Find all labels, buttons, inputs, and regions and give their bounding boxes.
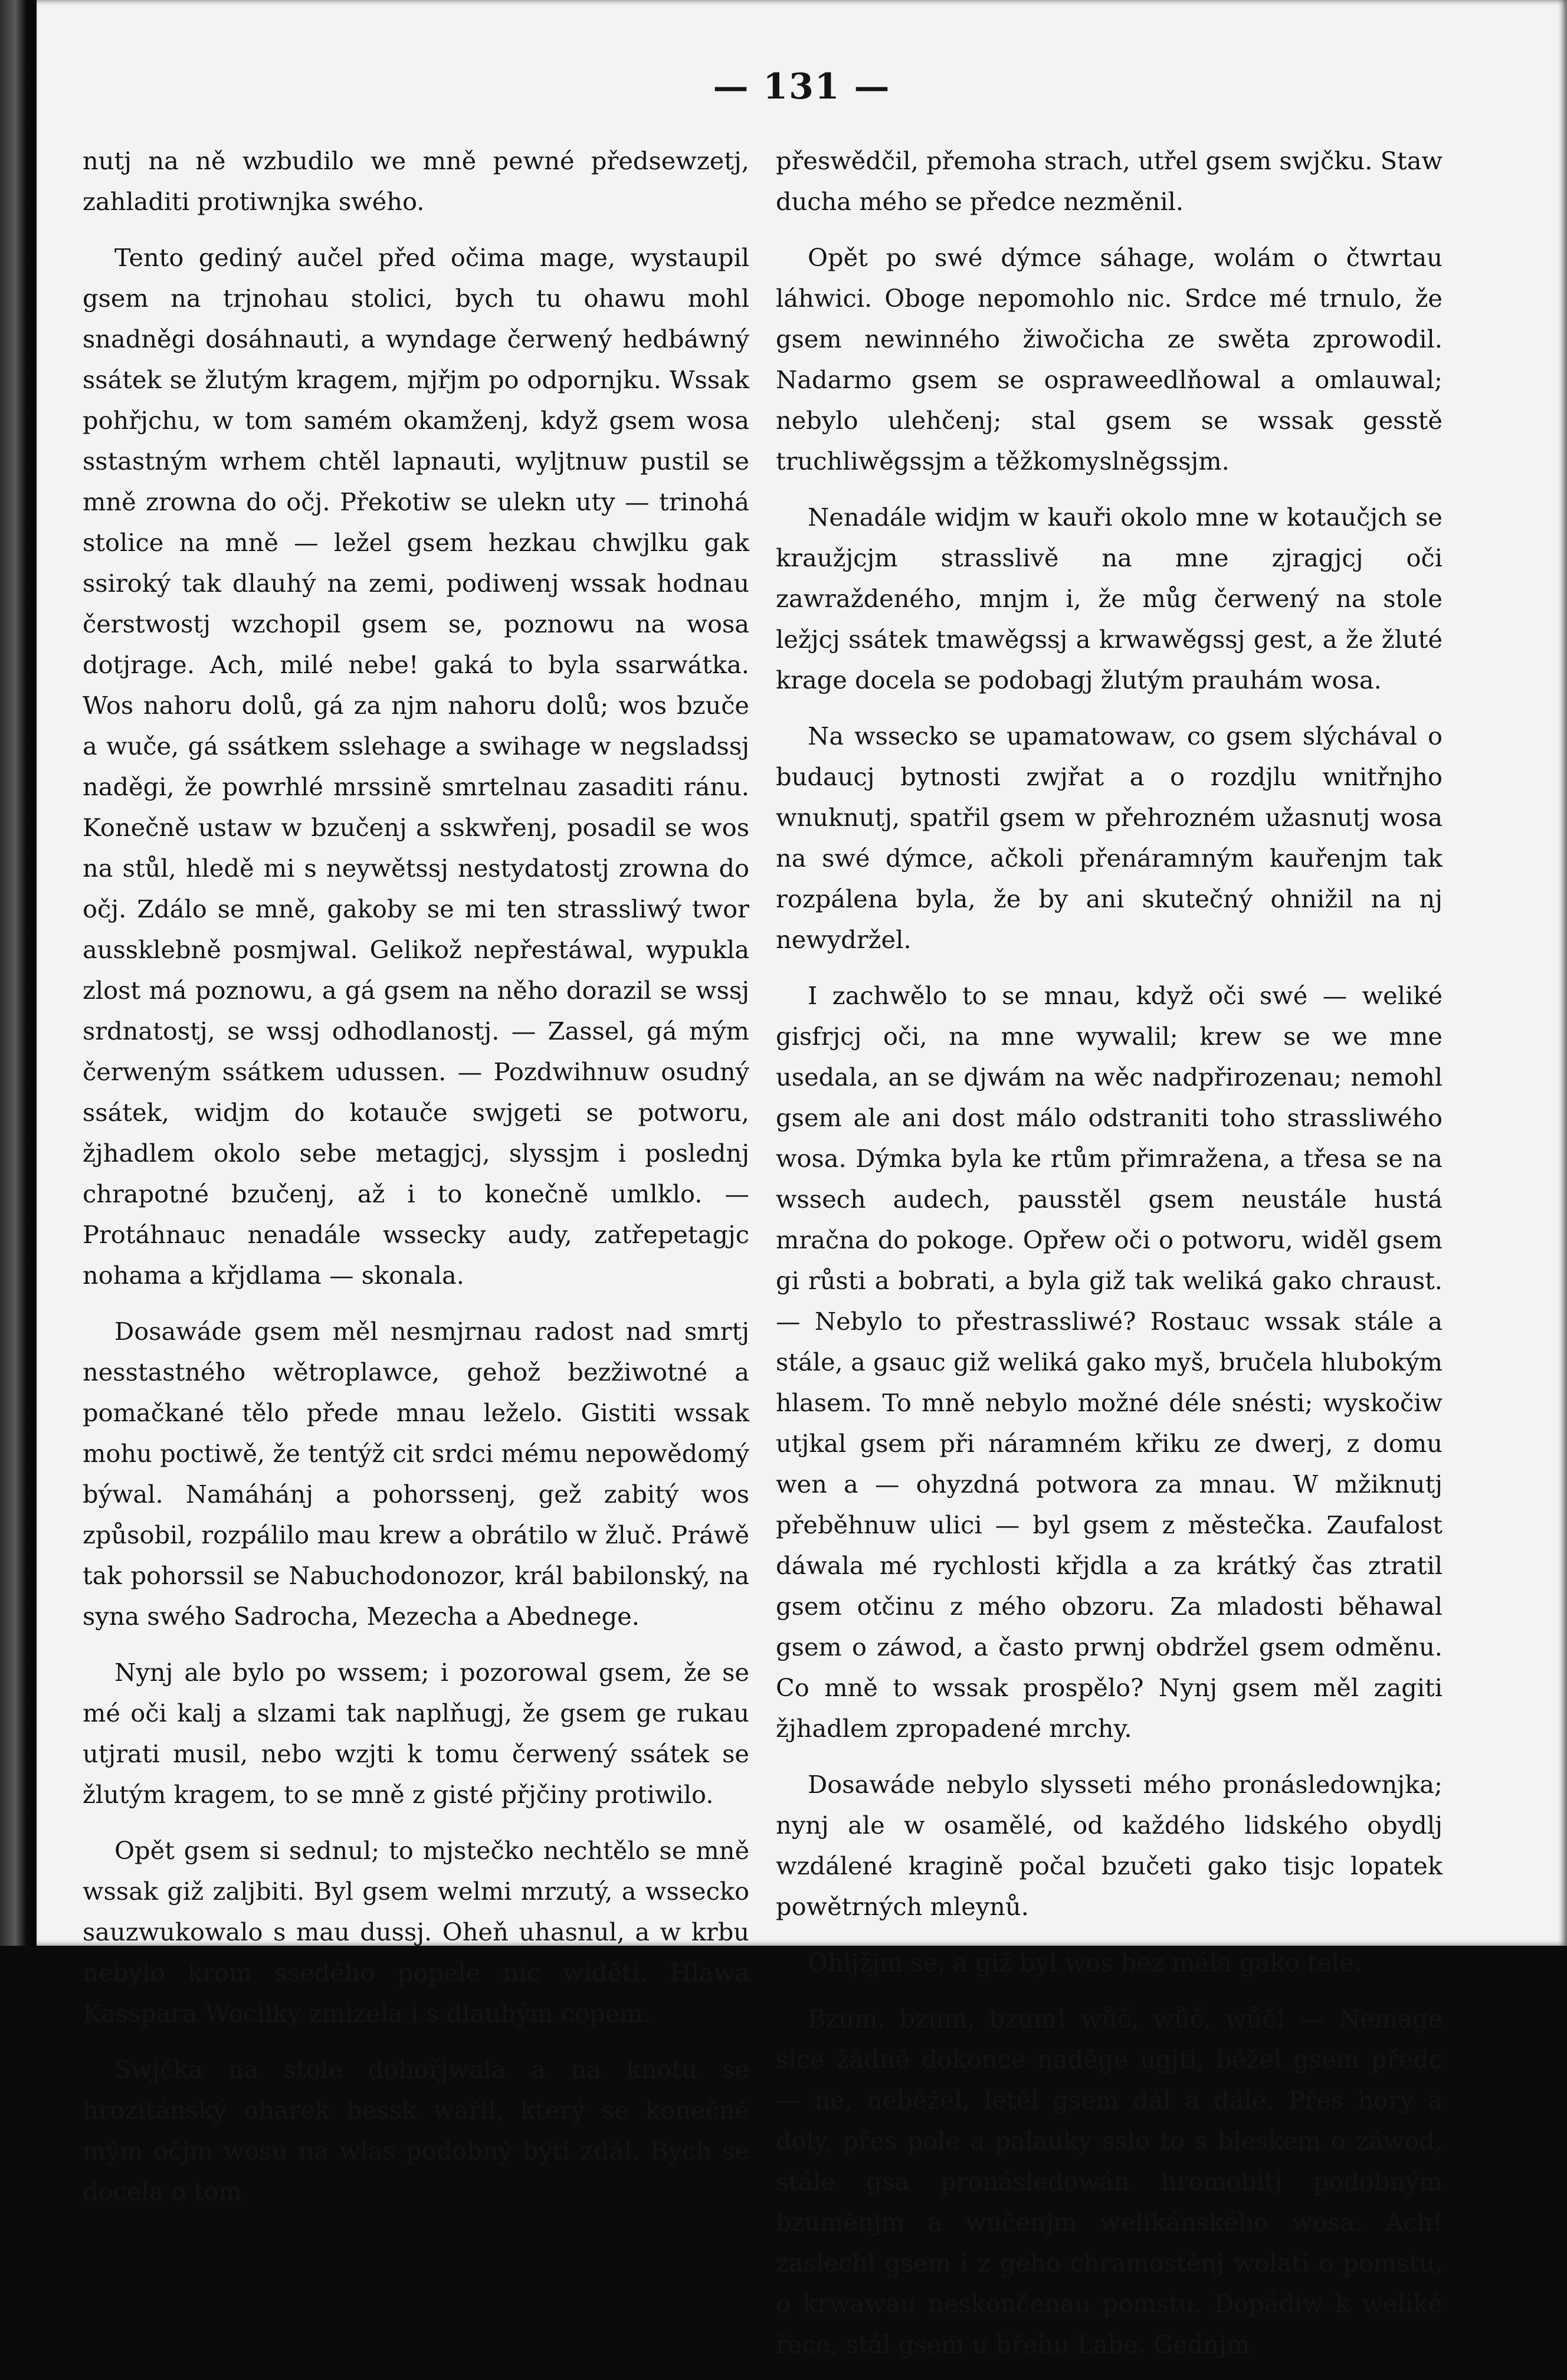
paragraph: I zachwělo to se mnau, když oči swé — weliké gisfrjcj oči, na mne wywalil; krew se we mne usedala, an se djwám na wěc nadpřirozenau; nemohl gsem ale ani dost málo odstraniti toho strassliwého wosa. Dýmka byla ke rtům přimražena, a třesa se na wssech audech, pausstěl gsem neustále hustá mračna do pokoge. Opřew oči o potworu, widěl gsem gi růsti a bobrati, a byla giž tak weliká gako chraust. — Nebylo to přestrassliwé? Rostauc wssak stále a stále, a gsauc giž weliká gako myš, bručela hlubokým hlasem. To mně nebylo možné déle snésti; wyskočiw utjkal gsem při náramném křiku ze dwerj, z domu wen a — ohyzdná potwora za mnau. W mžiknutj přeběhnuw ulici — byl gsem z městečka. Zaufalost dáwala mé rychlosti křjdla a za krátký čas ztratil gsem otčinu z mého obzoru. Za mladosti běhawal gsem o záwod, a často prwnj obdržel gsem odměnu. Co mně to wssak prospělo? Nynj gsem měl zagiti žjhadlem zpropadené mrchy. [776, 981, 1443, 1743]
paragraph: Swjčka na stole dohořjwala a na knotu se hrozitánský oharek bessk wařil, který se konečně mým očjm wosu na wlas podobný býti zdál. Bych se docela o tom [83, 2055, 749, 2206]
paragraph: Tento gediný aučel před očima mage, wystaupil gsem na trjnohau stolici, bych tu ohawu mohl snadněgi dosáhnauti, a wyndage čerwený hedbáwný ssátek se žlutým kragem, mjřjm po odpornjku. Wssak pohřjchu, w tom samém okamženj, když gsem wosa sstastným wrhem chtěl lapnauti, wyljtnuw pustil se mně zrowna do očj. Překotiw se ulekn uty — trinohá stolice na mně — ležel gsem hezkau chwjlku gak ssiroký tak dlauhý na zemi, podiwenj wssak hodnau čerstwostj wzchopil gsem se, poznowu na wosa dotjrage. Ach, milé nebe! gaká to byla ssarwátka. Wos nahoru dolů, gá za njm nahoru dolů; wos bzuče a wuče, gá ssátkem sslehage a swihage w negsladssj naděgi, že powrhlé mrssině smrtelnau zasaditi ránu. Konečně ustaw w bzučenj a sskwřenj, posadil se wos na stůl, hledě mi s neywětssj nestydatostj zrowna do očj. Zdálo se mně, gakoby se mi ten strassliwý twor aussklebně posmjwal. Gelikož nepřestáwal, wypukla zlost má poznowu, a gá gsem na něho dorazil se wssj srdnatostj, se wssj odhodlanostj. — Zassel, gá mým čerweným ssátkem udussen. — Pozdwihnuw osudný ssátek, widjm do kotauče swjgeti se potworu, žjhadlem okolo sebe metagjcj, slyssjm i poslednj chrapotné bzučenj, až i to konečně umlklo. — Protáhnauc nenadále wssecky audy, zatřepetagjc nohama a křjdlama — skonala. [83, 243, 749, 1290]
paragraph: Na wssecko se upamatowaw, co gsem slýchával o budaucj bytnosti zwjřat a o rozdjlu wnitřnjho wnuknutj, spatřil gsem w přehrozném užasnutj wosa na swé dýmce, ačkoli přenáramným kauřenjm tak rozpálena byla, že by ani skutečný ohnižil na nj newydržel. [776, 722, 1443, 954]
paragraph: Opět gsem si sednul; to mjstečko nechtělo se mně wssak giž zaljbiti. Byl gsem welmi mrzutý, a wssecko sauzwukowalo s mau dussj. Oheň uhasnul, a w krbu nebylo krom ssedého popele nic widěti. Hlawa Kassparа Wocilky zmizela i s dlauhým copem. [83, 1836, 749, 2028]
paragraph: Ohljžjm se, a giž byl wos bez mála gako tele. [808, 1948, 1362, 1977]
paragraph: Nenadále widjm w kauři okolo mne w kotaučjch se kraužjcjm strasslivě na mne zjragjcj oči zawraždeného, mnjm i, že můg čerwený na stole ležjcj ssátek tmawěgssj a krwawěgssj gest, a že žluté krage docela se podobagj žlutým prauhám wosa. [776, 503, 1443, 694]
paragraph: Bzum, bzum, bzum! wůč, wůč, wůč! — Nemage sice žádné dokonce naděge ugjti, běžel gsem předc — ne, neběžel, letěl gsem dál a dále. Přes hory a doly, přes pole a palauky sslo to s bleskem o záwod, stále gsa pronásledowán hromobitj podobným bzuměnjm a wučenjm welikánského wosa. Ach! zaslechl gsem i z geho chramostěnj wolati o pomstu, o krwawau neskončenau pomstu. Dopádiw k weliké řece, stál gsem u břehu Labe. Gednjm [776, 2004, 1443, 2359]
paragraph: Nynj ale bylo po wssem; i pozorowal gsem, že se mé oči kalj a slzami tak naplňugj, že gsem ge rukau utjrati musil, nebo wzjti k tomu čerwený ssátek se žlutým kragem, to se mně z gisté přjčiny protiwilo. [83, 1658, 749, 1809]
right-column [776, 140, 1443, 2380]
left-column [83, 140, 749, 2227]
book-gutter-edge [0, 0, 37, 1946]
paragraph: Dosawáde gsem měl nesmjrnau radost nad smrtj nesstastného wětroplawce, gehož bezžiwotné a pomačkané tělo přede mnau leželo. Gistiti wssak mohu poctiwě, že tentýž cit srdci mému nepowědomý býwal. Namáhánj a pohorssenj, gež zabitý wos způsobil, rozpálilo mau krew a obrátilo w žluč. Práwě tak pohorssil se Nabuchodonozor, král babilonský, na syna swého Sadrocha, Mezecha a Abednege. [83, 1317, 749, 1631]
paragraph: Opět po swé dýmce sáhage, wolám o čtwrtau láhwici. Oboge nepomohlo nic. Srdce mé trnulo, že gsem newinného žiwočicha ze swěta zprowodil. Nadarmo gsem se ospraweedlňowal a omlauwal; nebylo ulehčenj; stal gsem se wssak gesstě truchliwěgssjm a těžkomyslněgssjm. [776, 243, 1443, 476]
paragraph: Dosawáde nebylo slysseti mého pronásledownjka; nynj ale w osamělé, od každého lidského obydlj wzdálené kragině počal bzučeti gako tisjc lopatek powětrných mleynů. [776, 1770, 1443, 1921]
paragraph: nutj na ně wzbudilo we mně pewné předsewzetj, zahladiti protiwnjka swého. [83, 146, 749, 216]
book-page [37, 0, 1567, 2359]
page-number: — 131 — [713, 66, 891, 107]
paragraph: přeswědčil, přemoha strach, utřel gsem swjčku. Staw ducha mého se předce nezměnil. [776, 146, 1443, 216]
